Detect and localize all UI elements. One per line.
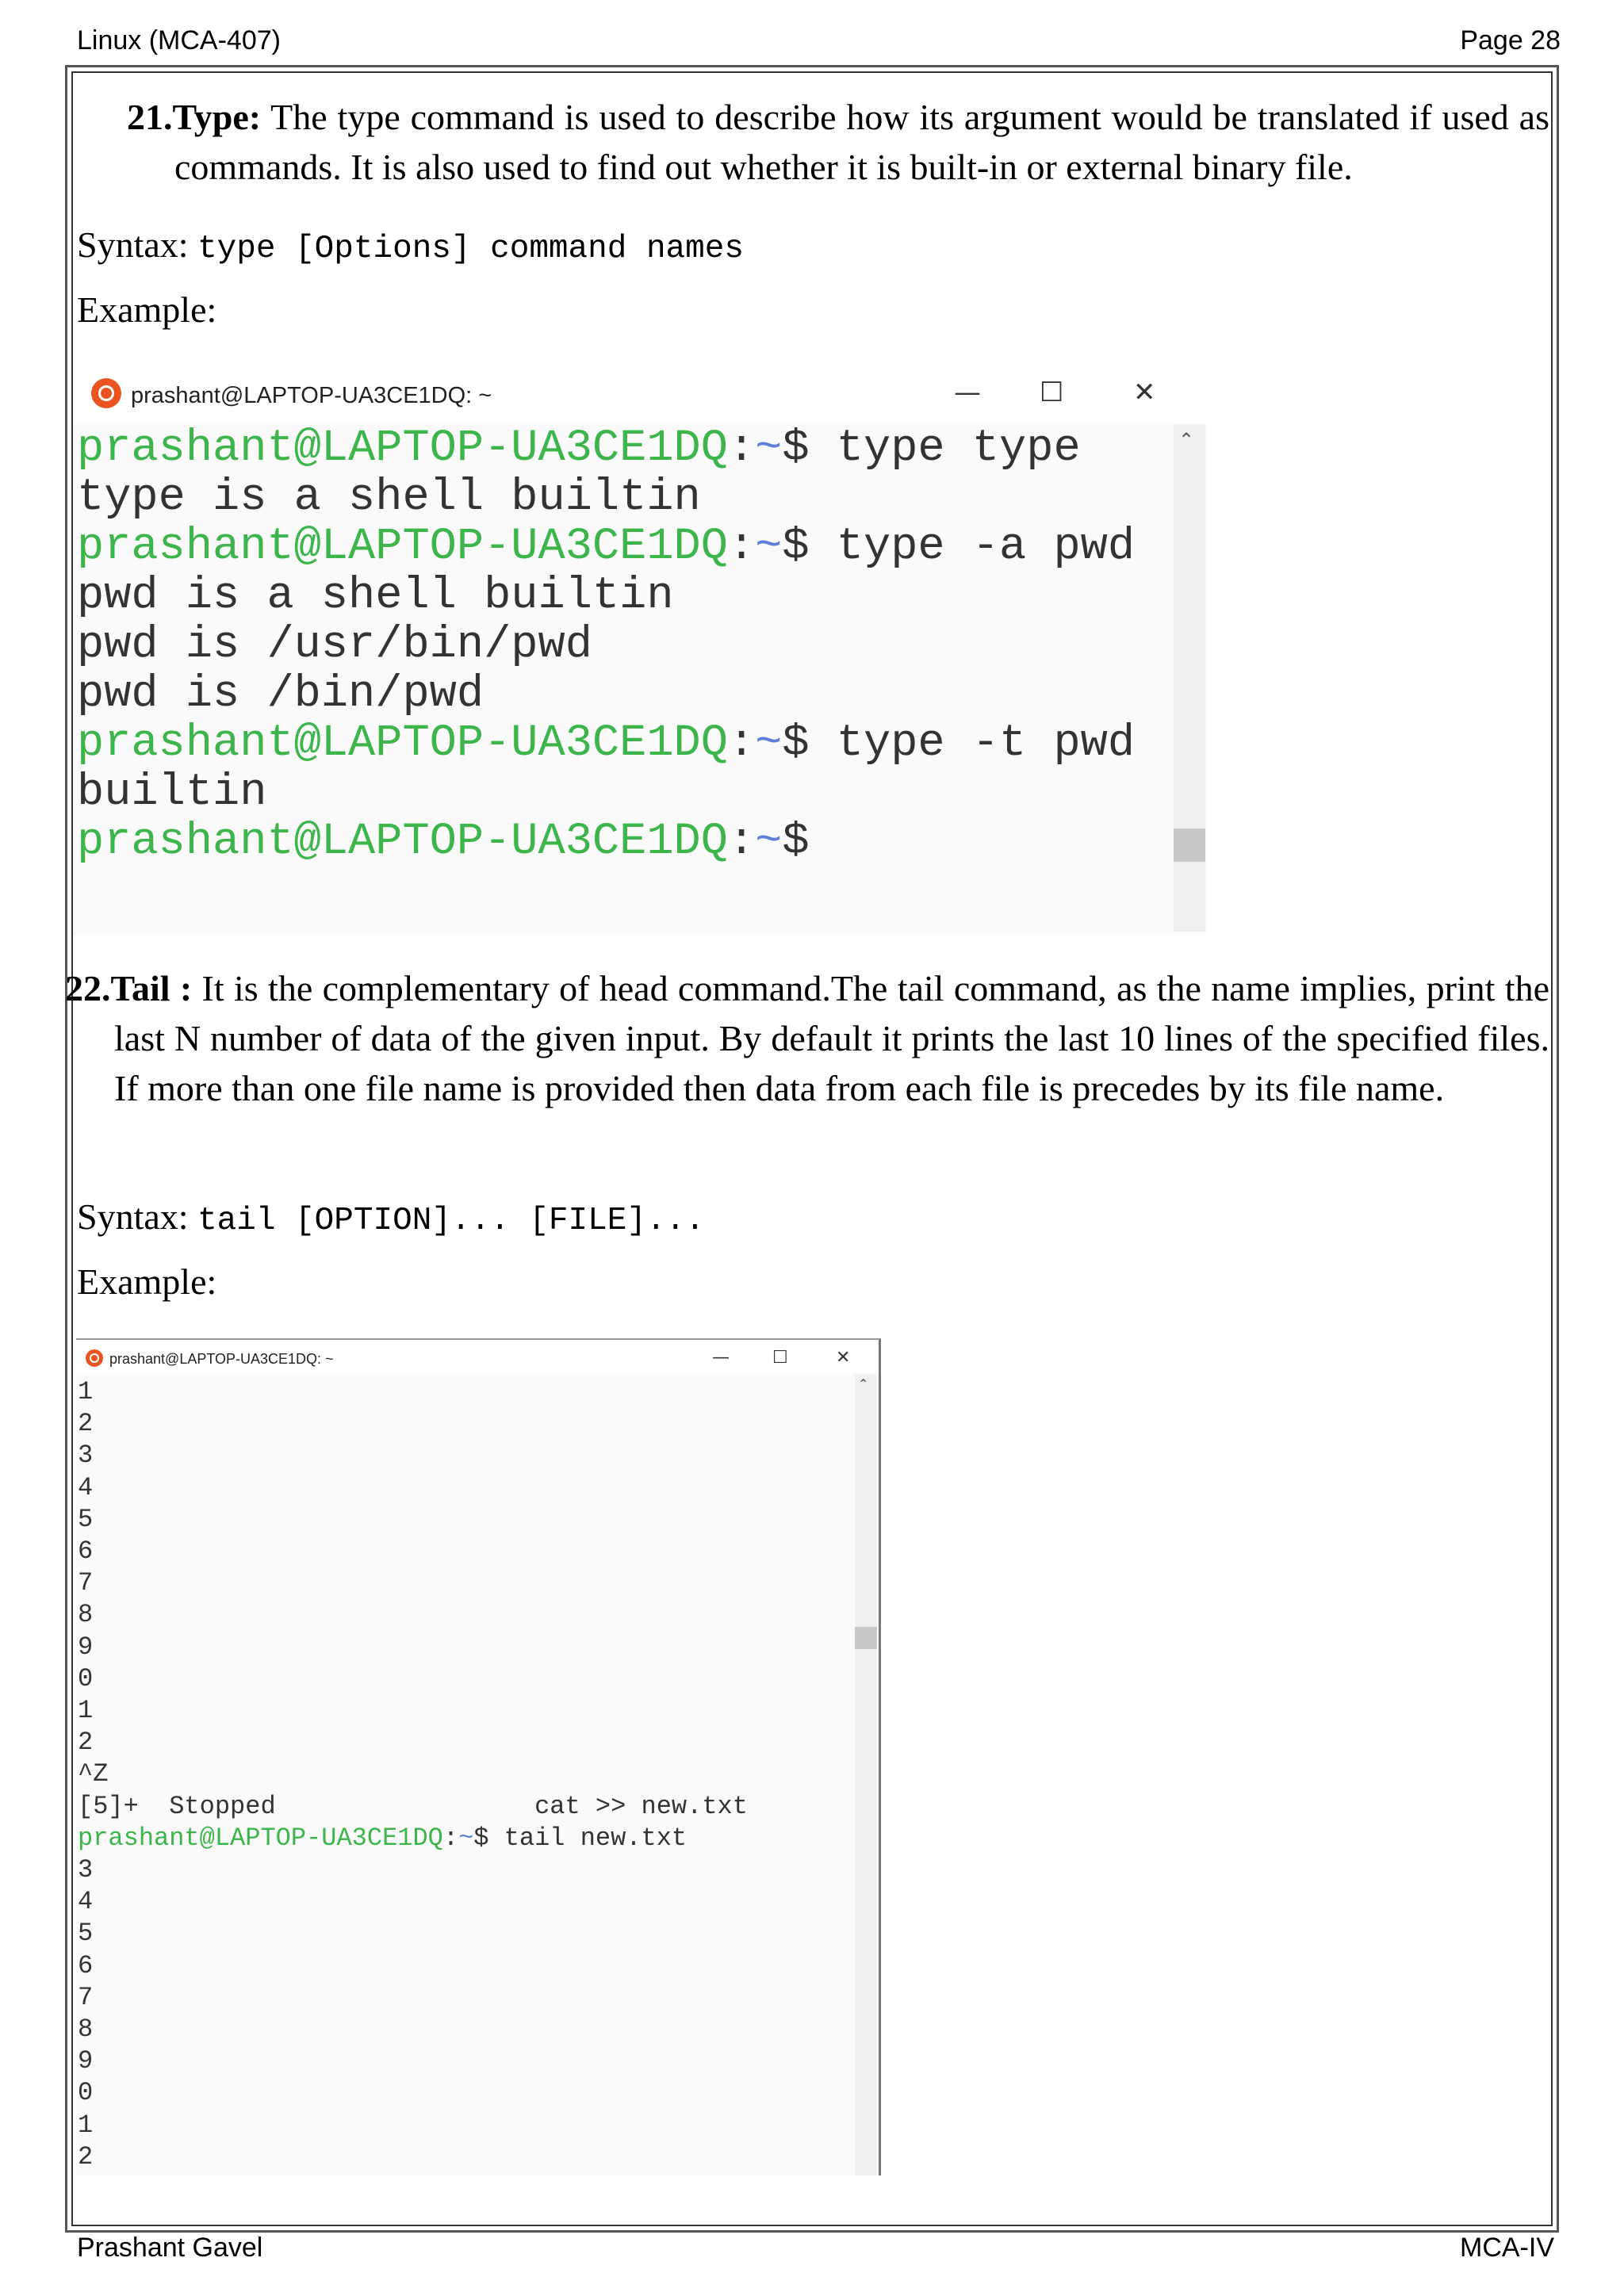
- prompt-symbol: $: [473, 1823, 504, 1853]
- terminal-output: [78, 1376, 748, 2173]
- terminal-line: 6: [78, 1950, 94, 1980]
- scroll-up-arrow-icon[interactable]: ⌃: [858, 1376, 869, 1391]
- prompt-user: prashant@LAPTOP-UA3CE1DQ: [77, 423, 728, 474]
- footer-author: Prashant Gavel: [77, 2233, 263, 2263]
- terminal-line: [78, 1823, 748, 1854]
- terminal-line: 9: [78, 1632, 94, 1662]
- prompt-symbol: $: [782, 718, 837, 769]
- prompt-separator: :: [727, 423, 756, 474]
- terminal-line: 4: [78, 1472, 94, 1502]
- prompt-symbol: $: [782, 817, 810, 867]
- terminal-line: pwd is /usr/bin/pwd: [77, 620, 592, 671]
- terminal-line: 2: [78, 1728, 94, 1758]
- terminal-line: ^Z: [78, 1759, 109, 1789]
- maximize-button[interactable]: ☐: [1040, 377, 1064, 408]
- terminal-window-type: [74, 361, 1206, 936]
- terminal-line: 0: [78, 2078, 94, 2108]
- section-21-example-label: Example:: [77, 289, 217, 330]
- close-button[interactable]: ✕: [1133, 377, 1156, 408]
- syntax-label: Syntax:: [77, 1196, 198, 1237]
- scrollbar-thumb[interactable]: [1174, 828, 1205, 862]
- terminal-line: [5]+ Stopped cat >> new.txt: [78, 1791, 748, 1821]
- terminal-line: 7: [78, 1982, 94, 2012]
- section-22-example-label: Example:: [77, 1261, 217, 1302]
- prompt-separator: :: [727, 817, 756, 867]
- terminal-title: prashant@LAPTOP-UA3CE1DQ: ~: [109, 1351, 334, 1367]
- header-course: Linux (MCA-407): [77, 25, 281, 55]
- ubuntu-icon: [86, 1349, 103, 1367]
- command-text: type -a pwd: [836, 522, 1136, 572]
- terminal-line: [77, 522, 1135, 572]
- terminal-line: 6: [78, 1536, 94, 1567]
- syntax-label: Syntax:: [77, 224, 198, 265]
- terminal-line: [77, 817, 1135, 867]
- prompt-separator: :: [727, 522, 756, 572]
- section-22-heading: 22.Tail :: [65, 968, 193, 1008]
- section-22-text: It is the complementary of head command.The tail command, as the name implies, print the last N number of data of the given input. By default it prints the last 10 lines of the specified files. If more than one file name is provided then data from each file is precedes by its file name.: [114, 968, 1549, 1108]
- prompt-user: prashant@LAPTOP-UA3CE1DQ: [77, 817, 728, 867]
- section-21-heading: 21.Type:: [127, 97, 262, 137]
- terminal-line: 1: [78, 1696, 94, 1726]
- close-button[interactable]: ✕: [836, 1348, 851, 1368]
- minimize-button[interactable]: —: [712, 1348, 730, 1368]
- terminal-titlebar[interactable]: [74, 361, 1206, 424]
- terminal-line: 3: [78, 1855, 94, 1885]
- prompt-user: prashant@LAPTOP-UA3CE1DQ: [77, 718, 728, 769]
- section-22-paragraph: [65, 963, 1549, 1113]
- prompt-path: ~: [755, 718, 783, 769]
- section-21-text: The type command is used to describe how its argument would be translated if used as commands. It is also used to find out whether it is built-in or external binary file.: [174, 97, 1549, 187]
- prompt-symbol: $: [782, 522, 837, 572]
- scrollbar-thumb[interactable]: [855, 1627, 877, 1649]
- minimize-button[interactable]: —: [954, 377, 981, 408]
- terminal-line: 1: [78, 1377, 94, 1406]
- terminal-titlebar[interactable]: [76, 1340, 879, 1373]
- prompt-symbol: $: [782, 423, 837, 474]
- terminal-line: 9: [78, 2046, 94, 2076]
- prompt-user: prashant@LAPTOP-UA3CE1DQ: [78, 1823, 443, 1853]
- prompt-path: ~: [755, 522, 783, 572]
- terminal-line: pwd is /bin/pwd: [77, 669, 485, 720]
- syntax-code: type [Options] command names: [197, 231, 744, 267]
- prompt-separator: :: [442, 1823, 459, 1853]
- command-text: type type: [836, 423, 1081, 474]
- terminal-scrollbar[interactable]: [855, 1375, 877, 2175]
- terminal-line: type is a shell builtin: [77, 473, 701, 523]
- header-page-number: Page 28: [1460, 25, 1561, 55]
- prompt-separator: :: [727, 718, 756, 769]
- command-text: type -t pwd: [836, 718, 1136, 769]
- terminal-scrollbar[interactable]: [1174, 424, 1205, 932]
- terminal-window-tail: [76, 1338, 881, 2175]
- prompt-user: prashant@LAPTOP-UA3CE1DQ: [77, 522, 728, 572]
- terminal-title: prashant@LAPTOP-UA3CE1DQ: ~: [131, 383, 492, 408]
- terminal-line: 4: [78, 1887, 94, 1917]
- terminal-line: 0: [78, 1663, 94, 1693]
- terminal-line: pwd is a shell builtin: [77, 571, 674, 622]
- terminal-line: 5: [78, 1919, 94, 1949]
- terminal-line: 8: [78, 2015, 94, 2045]
- terminal-line: 5: [78, 1504, 94, 1534]
- terminal-line: [77, 719, 1135, 768]
- terminal-line: [77, 424, 1135, 473]
- footer-class: MCA-IV: [1460, 2233, 1554, 2263]
- terminal-line: 1: [78, 2110, 94, 2140]
- maximize-button[interactable]: ☐: [772, 1348, 788, 1368]
- syntax-code: tail [OPTION]... [FILE]...: [197, 1203, 705, 1239]
- section-21-paragraph: [127, 92, 1549, 192]
- command-text: tail new.txt: [504, 1823, 688, 1853]
- terminal-line: 2: [78, 1409, 94, 1439]
- section-21-syntax: [77, 224, 744, 267]
- terminal-line: builtin: [77, 767, 267, 818]
- prompt-path: ~: [755, 817, 783, 867]
- terminal-line: 8: [78, 1600, 94, 1630]
- scroll-up-arrow-icon[interactable]: ⌃: [1178, 429, 1195, 451]
- terminal-line: 7: [78, 1568, 94, 1598]
- prompt-path: ~: [755, 423, 783, 474]
- terminal-output: [77, 424, 1135, 867]
- terminal-line: 2: [78, 2141, 94, 2172]
- terminal-line: 3: [78, 1441, 94, 1471]
- prompt-path: ~: [458, 1823, 474, 1853]
- ubuntu-icon: [91, 378, 121, 408]
- section-22-syntax: [77, 1196, 705, 1239]
